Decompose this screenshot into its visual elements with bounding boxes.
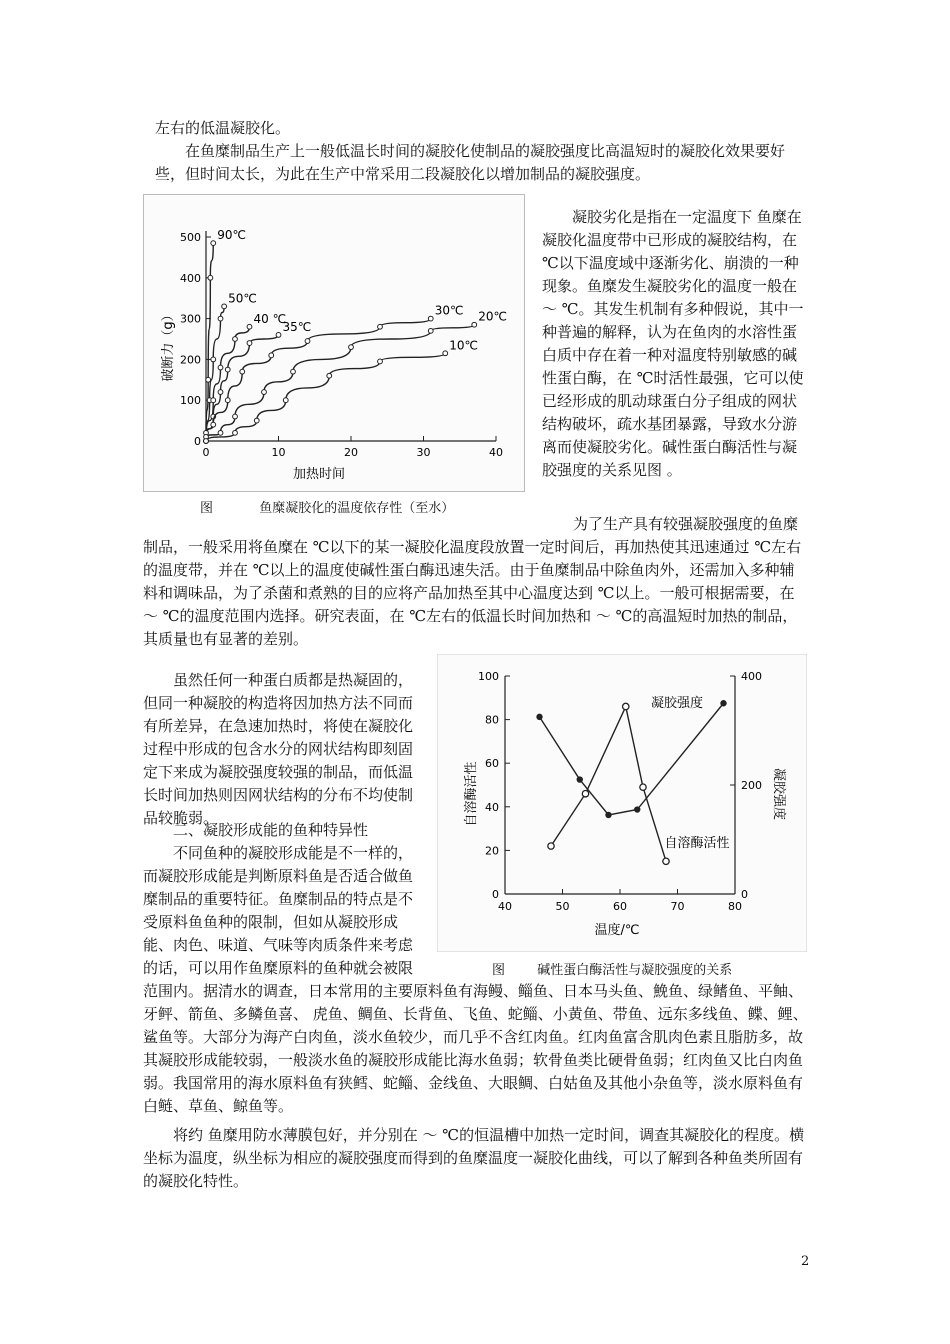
figure-1-xtick-label: 0 bbox=[202, 446, 210, 459]
figure-1-point bbox=[218, 430, 223, 435]
figure-2 bbox=[437, 654, 807, 952]
figure-1-curve-label: 35℃ bbox=[282, 319, 312, 334]
figure-1-point bbox=[254, 418, 259, 423]
figure-1-ylabel: 破断力（g） bbox=[161, 308, 176, 382]
para-7: 将约 鱼糜用防水薄膜包好，并分别在 ～ ℃的恒温槽中加热一定时间，调查其凝胶化的程度。横坐标为温度，纵坐标为相应的凝胶强度而得到的鱼糜温度一凝胶化曲线，可以了解到各种鱼类所固有的凝胶化特性。 bbox=[143, 1126, 805, 1190]
para-6: 不同鱼种的凝胶形成能是不一样的，而凝胶形成能是判断原料鱼是否适合做鱼糜制品的重要特征。鱼糜制品的特点是不受原料鱼鱼种的限制，但如从凝胶形成能、肉色、味道、气味等肉质条件来考虑的话，可以用作鱼糜原料的鱼种就会被限 bbox=[143, 844, 414, 977]
figure-2-ytick-right-label: 200 bbox=[741, 779, 762, 792]
figure-1-point bbox=[349, 345, 354, 350]
figure-1-ytick-label: 200 bbox=[180, 353, 201, 367]
figure-1-ytick-label: 100 bbox=[180, 394, 201, 408]
figure-1-point bbox=[283, 398, 288, 403]
figure-1-point bbox=[218, 316, 223, 321]
figure-1-point bbox=[291, 369, 296, 374]
figure-1-series-line bbox=[206, 325, 474, 437]
figure-1-point bbox=[378, 324, 383, 329]
figure-2-ytick-right-label: 400 bbox=[741, 670, 762, 683]
figure-1-point bbox=[378, 359, 383, 364]
figure-1-point bbox=[247, 341, 252, 346]
figure-2-gel-label: 凝胶强度 bbox=[650, 696, 704, 711]
figure-1-point bbox=[233, 337, 238, 342]
figure-2-caption-label: 图 bbox=[492, 963, 506, 978]
para-1: 左右的低温凝胶化。 bbox=[155, 119, 291, 137]
figure-1-point bbox=[262, 390, 267, 395]
figure-1-point bbox=[218, 390, 223, 395]
figure-2-enzyme-point bbox=[640, 784, 646, 790]
figure-1-point bbox=[233, 430, 238, 435]
figure-2-gel-point bbox=[605, 812, 611, 818]
figure-2-ytick-left-label: 0 bbox=[492, 888, 499, 901]
figure-1-ytick-label: 0 bbox=[194, 435, 201, 448]
figure-1-curve-label: 50℃ bbox=[228, 291, 257, 306]
figure-2-ytick-right-label: 0 bbox=[741, 888, 748, 901]
figure-1-curve-label: 10℃ bbox=[449, 338, 478, 353]
figure-1-point bbox=[225, 398, 230, 403]
para-6-continued bbox=[143, 980, 808, 1118]
figure-1-point bbox=[208, 275, 213, 280]
figure-1-xtick-label: 30 bbox=[416, 446, 431, 459]
figure-2-gel-point bbox=[634, 806, 640, 812]
para-6-rest: 范围内。据清水的调查，日本常用的主要原料鱼有海鳗、鲻鱼、日本马头鱼、鮸鱼、绿鳍鱼、平鲉、牙鲆、箭鱼、多鳞鱼喜、 虎鱼、鲷鱼、长背鱼、飞鱼、蛇鲻、小黄鱼、带鱼、远东多线鱼、鲽、鲤、鲨鱼等。大部分为海产白肉鱼，淡水鱼较少，而几乎不含红肉鱼。红肉鱼富含肌肉色素且脂肪多，故其凝胶形成能较弱，一般淡水鱼的凝胶形成能比海水鱼弱；软骨鱼类比硬骨鱼弱；红肉鱼又比白肉鱼弱。我国常用的海水原料鱼有狭鳕、蛇鲻、金线鱼、大眼鲷、白姑鱼及其他小杂鱼等，淡水原料鱼有白鲢、草鱼、鲸鱼等。 bbox=[143, 982, 808, 1115]
section-heading: 二、凝胶形成能的鱼种特异性 bbox=[173, 821, 369, 839]
figure-2-xtick-label: 50 bbox=[555, 900, 570, 913]
figure-2-xtick-label: 80 bbox=[728, 900, 742, 913]
figure-1-point bbox=[211, 422, 216, 427]
figure-2-enzyme-point bbox=[548, 843, 554, 849]
figure-1-xtick-label: 10 bbox=[271, 446, 286, 459]
figure-2-ylabel-left: 自溶酶活性 bbox=[464, 761, 479, 827]
figure-1-caption-text: 鱼糜凝胶化的温度依存性（至水） bbox=[259, 501, 455, 516]
figure-2-enzyme-point bbox=[663, 858, 669, 864]
figure-2-gel-point bbox=[577, 776, 583, 782]
figure-1-point bbox=[218, 365, 223, 370]
figure-2-enzyme-point bbox=[623, 703, 629, 709]
figure-1-curve-label: 90℃ bbox=[217, 228, 246, 243]
figure-2-enzyme-point bbox=[582, 791, 588, 797]
figure-2-ytick-left-label: 40 bbox=[485, 800, 499, 814]
figure-2-caption-text: 碱性蛋白酶活性与凝胶强度的关系 bbox=[537, 963, 733, 978]
figure-2-ytick-left-label: 100 bbox=[478, 670, 499, 683]
figure-1-xtick-label: 40 bbox=[489, 446, 503, 459]
figure-2-enzyme-label: 自溶酶活性 bbox=[664, 836, 730, 851]
figure-1-ytick-label: 500 bbox=[180, 231, 201, 244]
figure-2-xtick-label: 70 bbox=[670, 900, 685, 913]
figure-2-xtick-label: 60 bbox=[613, 900, 627, 913]
figure-1 bbox=[143, 194, 525, 492]
para-4: 为了生产具有较强凝胶强度的鱼糜制品，一般采用将鱼糜在 ℃以下的某一凝胶化温度段放置一定时间后，再加热使其迅速通过 ℃左右的温度带，并在 ℃以上的温度使碱性蛋白酶迅速失活。由于鱼糜制品中除鱼肉外，还需加入多种辅料和调味品，为了杀菌和煮熟的目的应将产品加热至其中心温度达到 ℃以上。一般可根据需要，在 ～ ℃的温度范围内选择。研究表面，在 ℃左右的低温长时间加热和 ～ ℃的高温短时加热的制品，其质量也有显著的差别。 bbox=[143, 515, 802, 648]
figure-1-curve-label: 20℃ bbox=[478, 309, 507, 324]
figure-1-curve-label: 30℃ bbox=[434, 303, 464, 318]
figure-2-ylabel-right: 凝胶强度 bbox=[771, 767, 786, 821]
figure-1-chart bbox=[144, 195, 524, 491]
para-3: 凝胶劣化是指在一定温度下 鱼糜在凝胶化温度带中已形成的凝胶结构，在 ℃以下温度域中逐渐劣化、崩溃的一种现象。鱼糜发生凝胶劣化的温度一般在 ～ ℃。其发生机制有多种假说，其中一种普遍的解释，认为在鱼肉的水溶性蛋白质中存在着一种对温度特别敏感的碱性蛋白酶，在 ℃时活性最强，它可以使已经形成的肌动球蛋白分子组成的网状结构破坏，疏水基团暴露，导致水分游离而使凝胶劣化。碱性蛋白酶活性与凝胶强度的关系见图 。 bbox=[542, 208, 804, 479]
figure-1-series-line bbox=[206, 319, 431, 433]
figure-1-curve-label: 40 ℃ bbox=[253, 311, 287, 326]
figure-2-chart bbox=[437, 654, 807, 952]
figure-1-point bbox=[443, 351, 448, 356]
figure-2-xlabel: 温度/℃ bbox=[594, 923, 640, 938]
figure-1-ytick-label: 400 bbox=[180, 271, 201, 285]
figure-2-ytick-left-label: 20 bbox=[485, 844, 499, 858]
figure-1-series-line bbox=[206, 335, 279, 441]
figure-1-point bbox=[206, 377, 211, 382]
figure-1-point bbox=[428, 316, 433, 321]
figure-1-caption-label: 图 bbox=[200, 501, 214, 516]
figure-2-ytick-left-label: 80 bbox=[485, 713, 499, 727]
figure-1-point bbox=[472, 322, 477, 327]
figure-1-point bbox=[240, 369, 245, 374]
figure-2-gel-point bbox=[720, 700, 726, 706]
figure-1-point bbox=[276, 333, 281, 338]
figure-1-ytick-label: 300 bbox=[180, 312, 201, 326]
figure-1-point bbox=[204, 439, 209, 444]
figure-2-caption bbox=[492, 962, 812, 980]
figure-1-point bbox=[233, 414, 238, 419]
figure-2-ytick-left-label: 60 bbox=[485, 757, 499, 771]
figure-1-point bbox=[222, 304, 227, 309]
figure-1-point bbox=[305, 339, 310, 344]
figure-1-point bbox=[327, 373, 332, 378]
figure-1-series-line bbox=[206, 353, 445, 441]
para-2: 在鱼糜制品生产上一般低温长时间的凝胶化使制品的凝胶强度比高温短时的凝胶化效果要好些，但时间太长，为此在生产中常采用二段凝胶化以增加制品的凝胶强度。 bbox=[155, 142, 786, 183]
figure-1-xlabel: 加热时间 bbox=[292, 467, 346, 482]
figure-1-point bbox=[269, 353, 274, 358]
figure-1-point bbox=[247, 324, 252, 329]
para-5: 虽然任何一种蛋白质都是热凝固的，但同一种凝胶的构造将因加热方法不同而有所差异，在急速加热时，将使在凝胶化过程中形成的包含水分的网状结构即刻固定下来成为凝胶强度较强的制品，而低温长时间加热则因网状结构的分布不均使制品较脆弱。 bbox=[143, 671, 414, 827]
figure-1-point bbox=[211, 398, 216, 403]
figure-1-point bbox=[225, 367, 230, 372]
figure-1-point bbox=[211, 241, 216, 246]
figure-2-gel-point bbox=[536, 714, 542, 720]
figure-1-xtick-label: 20 bbox=[344, 446, 358, 459]
figure-1-point bbox=[428, 328, 433, 333]
figure-2-xtick-label: 40 bbox=[498, 900, 512, 913]
page-number: 2 bbox=[801, 1254, 810, 1269]
figure-1-point bbox=[211, 357, 216, 362]
